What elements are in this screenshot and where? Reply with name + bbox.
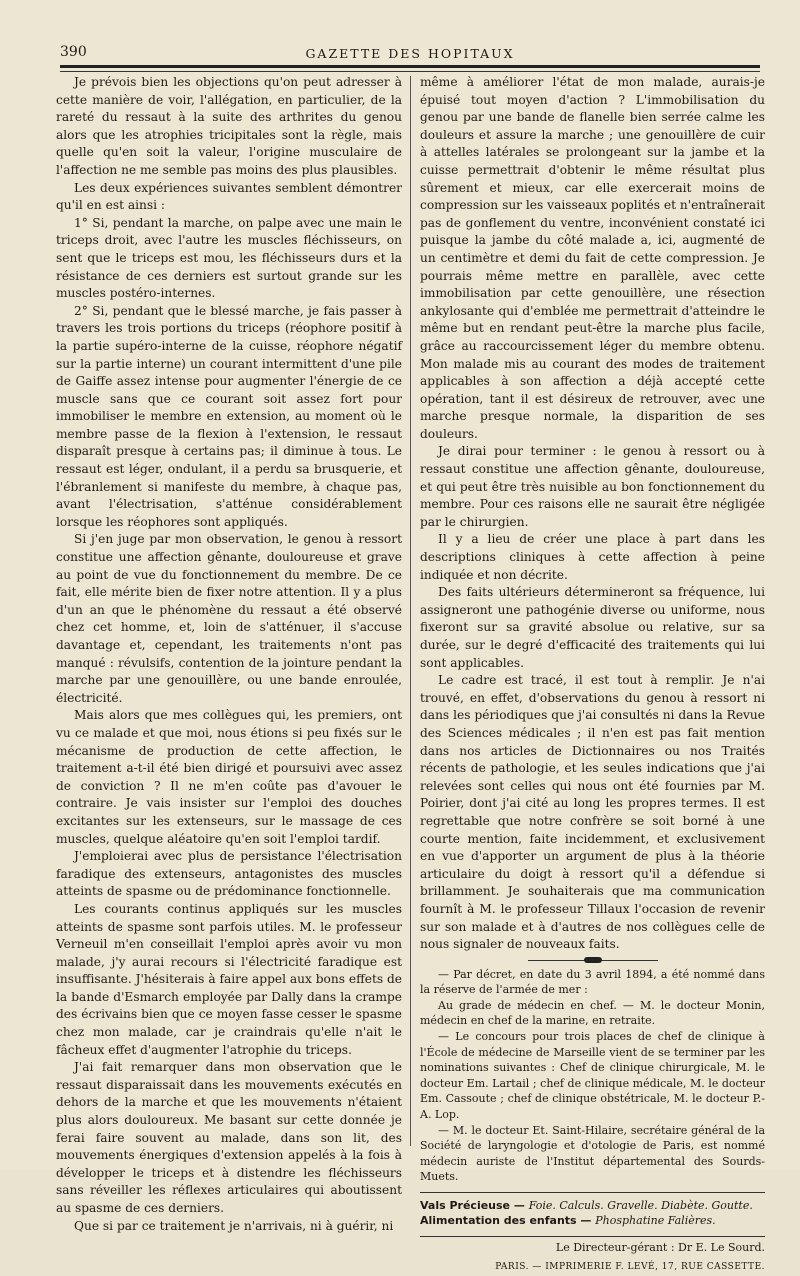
news-item: — Le concours pour trois places de chef de clinique à l'École de médecine de Marseille vient de se terminer par les nominations suivantes : Chef de clinique chirurgicale, M. le docteur Em. Lartail ; chef de clinique médicale, M. le docteur Em. Cassoute ; chef de clinique obstétricale, M. le docteur P.-A. Lop. xyxy=(420,1030,765,1122)
ad-text: Foie. Calculs. Gravelle. Diabète. Goutte. xyxy=(528,1199,753,1212)
paragraph: Le cadre est tracé, il est tout à remplir. Je n'ai trouvé, en effet, d'observations du genou à ressort ni dans les périodiques que j'ai consultés ni dans la Revue des Sciences médicales ; il n'en est pas fait mention dans nos articles de Dictionnaires ou nos Traités récents de pathologie, et les seules indications que j'ai relevées sont celles qui nous ont été fournies par M. Poirier, dont j'ai cité au long les propres termes. Il est regrettable que notre confrère se soit borné à une courte mention, faite incidemment, et exclusivement en vue d'apporter un argument de plus à la théorie articulaire du doigt à ressort qu'il a défendue si brillamment. Je souhaiterais que ma communication fournît à M. le professeur Tillaux l'occasion de revenir sur son malade et à d'autres de nos collègues celle de nous signaler de nouveaux faits. xyxy=(420,673,765,952)
paragraph: Que si par ce traitement je n'arrivais, ni à guérir, ni xyxy=(74,1218,394,1233)
paragraph: Des faits ultérieurs détermineront sa fréquence, lui assigneront une pathogénie diverse ou uniforme, nous fixeront sur sa gravité absolue ou relative, sur sa durée, sur le degré d'efficacité des traitements qui lui sont applicables. xyxy=(420,585,765,670)
advertisement-alimentation xyxy=(420,1213,765,1228)
imprint-line: Le Directeur-gérant : Dr E. Le Sourd. xyxy=(420,1236,765,1257)
ad-name: Alimentation des enfants — xyxy=(420,1214,592,1227)
advertisement-vals xyxy=(420,1198,765,1213)
paragraph: Les courants continus appliqués sur les muscles atteints de spasme sont parfois utiles. M. le professeur Verneuil m'en conseillait l'emploi après avoir vu mon malade, j'y aurai recours si l'électricité faradique est insuffisante. J'hésiterais à faire appel aux bons effets de la bande d'Esmarch employée par Dally dans la crampe des écrivains bien que ce moyen fasse cesser le spasme chez mon malade, car je craindrais qu'elle n'ait le fâcheux effet d'augmenter l'atrophie du triceps. xyxy=(56,901,402,1057)
paragraph: 1° Si, pendant la marche, on palpe avec une main le triceps droit, avec l'autre les muscles fléchisseurs, on sent que le triceps est mou, les fléchisseurs durs et la résistance de ces derniers est surtout grande sur les muscles postéro-internes. xyxy=(56,215,402,301)
paragraph: J'ai fait remarquer dans mon observation que le ressaut disparaissait dans les mouvements exécutés en dehors de la marche et que les mouvements n'étaient plus alors douloureux. Me basant sur cette donnée je ferai faire souvent au malade, dans son lit, des mouvements énergiques d'extension appelés à la fois à développer le triceps et à distendre les fléchisseurs sans réveiller les réflexes articulaires qui aboutissent au spasme de ces derniers. xyxy=(56,1060,402,1215)
paragraph: Si j'en juge par mon observation, le genou à ressort constitue une affection gênante, douloureuse et grave au point de vue du fonctionnement du membre. De ce fait, elle mérite bien de fixer notre attention. Il y a plus d'un an que le phénomène du ressaut a été observé chez cet homme, et, loin de s'atténuer, il s'accuse davantage et, cependant, les traitements n'ont pas manqué : révulsifs, contention de la jointure pendant la marche par une genouillère, ou une bande enroulée, électricité. xyxy=(56,532,402,705)
paragraph: Mais alors que mes collègues qui, les premiers, ont vu ce malade et que moi, nous étions si peu fixés sur le mécanisme de production de cette affection, le traitement a-t-il été bien dirigé et poursuivi avec assez de conviction ? Il ne m'en coûte pas d'avouer le contraire. Je vais insister sur l'emploi des douches excitantes sur les extenseurs, sur le massage de ces muscles, quelque aléatoire qu'en soit l'emploi tardif. xyxy=(56,708,402,846)
page-header xyxy=(60,40,760,62)
paragraph: J'emploierai avec plus de persistance l'électrisation faradique des extenseurs, antagonistes des muscles atteints de spasme ou de prédominance fonctionnelle. xyxy=(56,849,402,899)
ad-name: Vals Précieuse — xyxy=(420,1199,525,1212)
page-number: 390 xyxy=(60,44,87,60)
running-head: GAZETTE DES HOPITAUX xyxy=(305,46,515,61)
news-item: — M. le docteur Et. Saint-Hilaire, secrétaire général de la Société de laryngologie et d'otologie de Paris, est nommé médecin auriste de l'Institut départemental des Sourds-Muets. xyxy=(420,1123,765,1184)
paragraph: Je dirai pour terminer : le genou à ressort ou à ressaut constitue une affection gênante, douloureuse, et qui peut être très nuisible au bon fonctionnement du membre. Pour ces raisons elle ne saurait être négligée par le chirurgien. xyxy=(420,444,765,529)
header-rule-thick xyxy=(60,65,760,68)
printer-line: PARIS. — IMPRIMERIE F. LEVÉ, 17, RUE CASSETTE. xyxy=(495,1261,765,1272)
ornament-divider xyxy=(528,960,658,961)
news-item: — Par décret, en date du 3 avril 1894, a été nommé dans la réserve de l'armée de mer : xyxy=(420,967,765,997)
paragraph: Je prévois bien les objections qu'on peut adresser à cette manière de voir, l'allégation, en particulier, de la rareté du ressaut à la suite des arthrites du genou alors que les atrophies tricipitales sont la règle, mais quelle qu'en soit la valeur, l'origine musculaire de l'affection ne me semble pas moins des plus plausibles. xyxy=(56,75,402,177)
left-column xyxy=(56,74,402,1235)
ad-text: Phosphatine Falières. xyxy=(595,1214,716,1227)
news-item: Au grade de médecin en chef. — M. le docteur Monin, médecin en chef de la marine, en retraite. xyxy=(420,998,765,1028)
paragraph: même à améliorer l'état de mon malade, aurais-je épuisé tout moyen d'action ? L'immobilisation du genou par une bande de flanelle bien serrée calme les douleurs et assure la marche ; une genouillère de cuir à attelles latérales se prolongeant sur la jambe et la cuisse permettrait d'obtenir le même résultat plus sûrement et mieux, car elle exercerait moins de compression sur les vaisseaux poplités et n'entraînerait pas de gonflement du ventre, inconvénient constaté ici puisque la jambe du côté malade a, ici, augmenté de un centimètre et demi du fait de cette compression. Je pourrais même mettre en parallèle, avec cette immobilisation par cette genouillère, une résection ankylosante qui d'emblée me permettrait d'atteindre le même but en rendant peut-être la marche plus facile, grâce au raccourcissement léger du membre obtenu. Mon malade mis au courant des modes de traitement applicables à son affection a déjà accepté cette opération, tant il est désireux de retrouver, avec une marche presque normale, la disparition de ses douleurs. xyxy=(420,75,765,441)
right-column xyxy=(420,74,765,1276)
paragraph: Il y a lieu de créer une place à part dans les descriptions cliniques à cette affection à peine indiquée et non décrite. xyxy=(420,532,765,582)
column-divider xyxy=(410,76,411,1146)
ads-separator xyxy=(420,1192,765,1193)
paragraph: 2° Si, pendant que le blessé marche, je fais passer à travers les trois portions du triceps (réophore positif à la partie supéro-interne de la cuisse, réophore négatif sur la partie interne) un courant intermittent d'une pile de Gaiffe assez intense pour augmenter l'énergie de ce muscle sans que ce courant soit assez fort pour immobiliser le membre en extension, au moment où le membre passe de la flexion à l'extension, le ressaut disparaît presque à certains pas; il diminue à tous. Le ressaut est léger, ondulant, il a perdu sa brusquerie, et l'ébranlement si manifeste du membre, à chaque pas, avant l'électrisation, s'atténue considérablement lorsque les réophores sont appliqués. xyxy=(56,303,402,529)
paragraph: Les deux expériences suivantes semblent démontrer qu'il en est ainsi : xyxy=(56,180,402,213)
header-rule-thin xyxy=(60,71,760,72)
news-section xyxy=(420,967,765,1185)
ornament-icon xyxy=(584,957,602,963)
